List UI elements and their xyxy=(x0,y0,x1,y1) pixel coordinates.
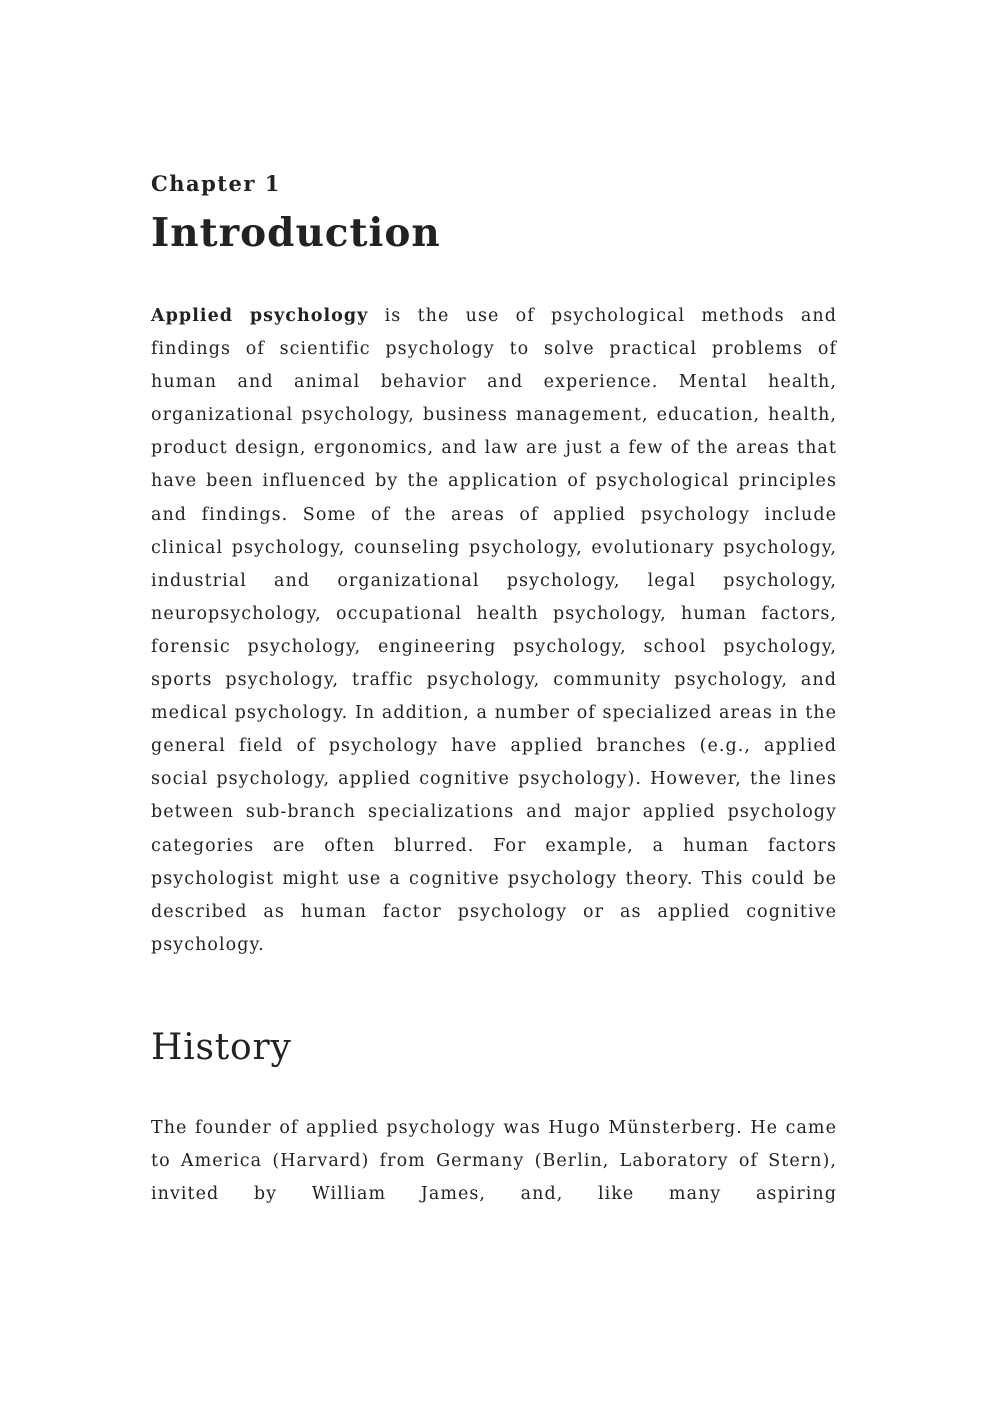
chapter-label: Chapter 1 xyxy=(151,171,281,196)
intro-term: Applied psychology xyxy=(151,306,369,326)
chapter-title: Introduction xyxy=(151,210,441,256)
history-paragraph: The founder of applied psychology was Hugo Münsterberg. He came to America (Harvard) from Germany (Berlin, Laboratory of Stern), invited by William James, and, like many aspiring xyxy=(151,1118,837,1205)
intro-text: is the use of psychological methods and findings of scientific psychology to solve practical problems of human and animal behavior and experience. Mental health, organizational psychology, business management, education, health, product design, ergonomics, and law are just a few of the areas that have been influenced by the application of psychological principles and findings. Some of the areas of applied psychology include clinical psychology, counseling psychology, evolutionary psychology, industrial and organizational psychology, legal psychology, neuropsychology, occupational health psychology, human factors, forensic psychology, engineering psychology, school psychology, sports psychology, traffic psychology, community psychology, and medical psychology. In addition, a number of specialized areas in the general field of psychology have applied branches (e.g., applied social psychology, applied cognitive psychology). However, the lines between sub-branch specializations and major applied psychology categories are often blurred. For example, a human factors psychologist might use a cognitive psychology theory. This could be described as human factor psychology or as applied cognitive psychology. xyxy=(151,306,837,955)
section-title-history: History xyxy=(151,1027,292,1068)
intro-paragraph xyxy=(151,300,837,962)
